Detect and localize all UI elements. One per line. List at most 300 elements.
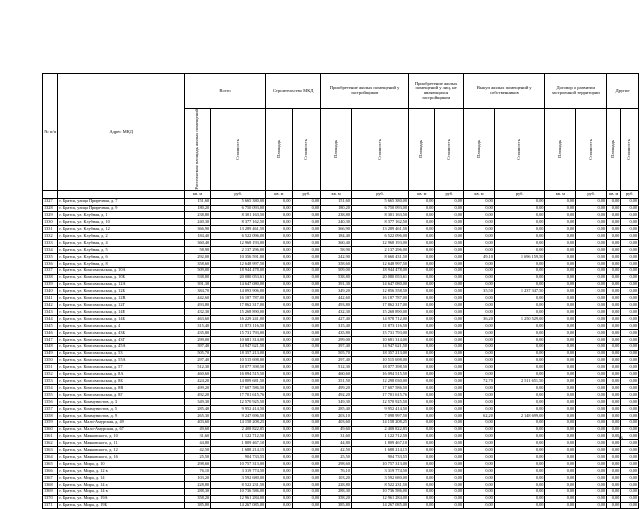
row-value: 0,00 <box>545 226 576 233</box>
row-value: 0,00 <box>464 267 495 274</box>
table-row <box>43 233 639 240</box>
row-value: 25,50 <box>184 454 210 461</box>
row-value: 0,00 <box>409 295 435 302</box>
row-number: 1359 <box>43 419 58 426</box>
unit-rub: руб. <box>211 190 266 198</box>
row-address: г. Братск, ул. Коммунистов, д. 5 <box>58 405 184 412</box>
row-value: 0,00 <box>607 433 621 440</box>
row-value: 0,00 <box>621 253 639 260</box>
row-value: 0,00 <box>621 295 639 302</box>
row-value: 0,00 <box>435 350 464 357</box>
row-number: 1367 <box>43 474 58 481</box>
row-value: 0,00 <box>545 467 576 474</box>
row-value: 0,00 <box>435 226 464 233</box>
row-value: 0,00 <box>607 309 621 316</box>
row-value: 11 873 116,50 <box>351 322 408 329</box>
row-value: 18 357 213,00 <box>211 350 266 357</box>
row-value: 0,00 <box>464 433 495 440</box>
table-row <box>43 274 639 281</box>
row-value: 0,00 <box>607 440 621 447</box>
row-value: 0,00 <box>494 385 545 392</box>
row-value: 0,00 <box>494 433 545 440</box>
row-value: 0,00 <box>494 461 545 468</box>
row-value: 15 268 890,00 <box>351 309 408 316</box>
row-value: 0,00 <box>494 405 545 412</box>
row-value: 0,00 <box>576 385 607 392</box>
row-value: 0,00 <box>266 295 292 302</box>
row-value: 0,00 <box>607 343 621 350</box>
row-value: 0,00 <box>576 295 607 302</box>
row-value: 358,60 <box>184 260 210 267</box>
row-value: 0,00 <box>409 226 435 233</box>
unit-rub: руб. <box>494 190 545 198</box>
row-value: 0,00 <box>266 309 292 316</box>
row-value: 0,00 <box>409 357 435 364</box>
row-value: 6 522 096,00 <box>211 233 266 240</box>
row-value: 0,00 <box>494 419 545 426</box>
row-value: 0,00 <box>576 440 607 447</box>
row-value: 0,00 <box>435 474 464 481</box>
row-value: 0,00 <box>435 322 464 329</box>
row-value: 0,00 <box>576 378 607 385</box>
row-value: 0,00 <box>621 219 639 226</box>
row-value: 0,00 <box>266 454 292 461</box>
row-value: 0,00 <box>266 385 292 392</box>
row-value: 385,80 <box>184 502 210 509</box>
row-value: 349,30 <box>321 398 352 405</box>
row-value: 424,20 <box>184 378 210 385</box>
row-value: 18 077 398,50 <box>211 364 266 371</box>
row-value: 0,00 <box>435 495 464 502</box>
row-value: 0,00 <box>435 502 464 509</box>
row-value: 0,00 <box>545 495 576 502</box>
row-value: 0,00 <box>292 274 321 281</box>
row-value: 0,00 <box>607 350 621 357</box>
row-value: 3 319 774,50 <box>211 467 266 474</box>
row-value: 0,00 <box>409 461 435 468</box>
row-value: 904 733,55 <box>351 454 408 461</box>
row-number: 1330 <box>43 219 58 226</box>
row-value: 6 522 096,00 <box>351 233 408 240</box>
row-number: 1354 <box>43 385 58 392</box>
row-value: 12 856 558,50 <box>351 288 408 295</box>
row-value: 0,00 <box>576 226 607 233</box>
row-value: 0,00 <box>435 329 464 336</box>
table-row <box>43 253 639 260</box>
row-value: 0,00 <box>266 433 292 440</box>
row-value: 1 809 467,10 <box>211 440 266 447</box>
row-number: 1339 <box>43 281 58 288</box>
row-value: 0,00 <box>292 288 321 295</box>
row-value: 13 289 461,50 <box>351 226 408 233</box>
row-value: 0,00 <box>409 371 435 378</box>
row-address: г. Братск, ул. Комсомольская, д. 8А <box>58 371 184 378</box>
row-value: 0,00 <box>576 288 607 295</box>
row-value: 0,00 <box>435 426 464 433</box>
table-row <box>43 419 639 426</box>
subheader-area: Площадь <box>409 109 435 191</box>
row-value: 0,00 <box>545 405 576 412</box>
row-value: 0,00 <box>464 205 495 212</box>
row-address: г. Братск, ул. Комсомольская, д. 12А <box>58 281 184 288</box>
row-value: 0,00 <box>409 302 435 309</box>
row-value: 384,70 <box>184 288 210 295</box>
row-number: 1366 <box>43 467 58 474</box>
row-value: 42,50 <box>321 447 352 454</box>
row-value: 0,00 <box>621 302 639 309</box>
row-value: 1 688 214,15 <box>211 447 266 454</box>
row-value: 0,00 <box>464 329 495 336</box>
row-number: 1362 <box>43 440 58 447</box>
row-address: г. Братск, ул. Клубная, д. 5 <box>58 246 184 253</box>
row-value: 0,00 <box>435 205 464 212</box>
row-value: 10 356 591,00 <box>211 253 266 260</box>
table-row <box>43 226 639 233</box>
row-value: 0,00 <box>607 412 621 419</box>
row-address: г. Братск, ул. Маяковского, д. 10 <box>58 433 184 440</box>
row-value: 76,10 <box>184 467 210 474</box>
row-value: 0,00 <box>576 419 607 426</box>
row-value: 0,00 <box>607 260 621 267</box>
row-value: 0,00 <box>292 302 321 309</box>
row-value: 0,00 <box>621 233 639 240</box>
row-value: 505,70 <box>321 350 352 357</box>
row-value: 0,00 <box>464 233 495 240</box>
row-address: г. Братск, ул. Комсомольская, д. 8Б <box>58 378 184 385</box>
row-address: г. Братск, ул. Комсомольская, д. 57 <box>58 364 184 371</box>
subheader-cost: Стоимость <box>435 109 464 191</box>
page-number: 16 <box>618 437 623 442</box>
row-address: г. Братск, улица Приречная, д. 9 <box>58 205 184 212</box>
row-value: 0,00 <box>435 219 464 226</box>
row-value: 292,00 <box>184 253 210 260</box>
row-value: 44,80 <box>321 440 352 447</box>
row-value: 0,00 <box>435 316 464 323</box>
row-value: 14 647 080,00 <box>211 281 266 288</box>
row-value: 13 289 461,50 <box>211 226 266 233</box>
row-value: 435,80 <box>184 329 210 336</box>
row-value: 0,00 <box>545 398 576 405</box>
row-value: 0,00 <box>494 364 545 371</box>
row-value: 0,00 <box>266 205 292 212</box>
row-value: 0,00 <box>494 267 545 274</box>
row-value: 10 515 698,00 <box>211 357 266 364</box>
row-value: 151,60 <box>321 198 352 205</box>
row-value: 0,00 <box>607 405 621 412</box>
row-value: 0,00 <box>409 246 435 253</box>
row-address: г. Братск, ул. Комсомольская, д. 43Г <box>58 336 184 343</box>
row-value: 0,00 <box>607 302 621 309</box>
row-value: 0,00 <box>292 205 321 212</box>
row-value: 0,00 <box>576 281 607 288</box>
row-value: 0,00 <box>292 322 321 329</box>
row-number: 1332 <box>43 233 58 240</box>
row-value: 0,00 <box>464 274 495 281</box>
row-value: 366,90 <box>321 226 352 233</box>
row-value: 12 570 925,50 <box>351 398 408 405</box>
row-value: 0,00 <box>292 488 321 495</box>
row-value: 0,00 <box>576 447 607 454</box>
row-value: 285,40 <box>184 405 210 412</box>
row-value: 0,00 <box>607 461 621 468</box>
row-value: 349,20 <box>321 288 352 295</box>
row-value: 0,00 <box>494 260 545 267</box>
row-value: 432,30 <box>184 309 210 316</box>
row-value: 0,00 <box>607 219 621 226</box>
row-value: 512,30 <box>184 364 210 371</box>
row-value: 538,80 <box>321 274 352 281</box>
row-value: 0,00 <box>576 412 607 419</box>
row-number: 1342 <box>43 302 58 309</box>
row-value: 0,00 <box>545 419 576 426</box>
row-address: г. Братск, ул. Мира, д. 10 <box>58 461 184 468</box>
row-value: 10 757 313,00 <box>211 461 266 468</box>
row-value: 2 137 296,00 <box>351 246 408 253</box>
row-value: 0,00 <box>494 309 545 316</box>
row-value: 0,00 <box>464 226 495 233</box>
row-value: 18 944 478,00 <box>351 267 408 274</box>
row-value: 12 961 284,00 <box>211 495 266 502</box>
row-value: 0,00 <box>435 481 464 488</box>
row-value: 17 701 615,76 <box>211 392 266 399</box>
row-value: 0,00 <box>545 433 576 440</box>
table-row <box>43 343 639 350</box>
row-value: 358,20 <box>321 495 352 502</box>
row-value: 0,00 <box>435 295 464 302</box>
row-value: 0,00 <box>435 357 464 364</box>
row-value: 0,00 <box>435 440 464 447</box>
row-value: 435,80 <box>321 329 352 336</box>
row-value: 0,00 <box>576 316 607 323</box>
row-value: 0,00 <box>464 295 495 302</box>
row-value: 0,00 <box>292 357 321 364</box>
row-value: 9 247 696,50 <box>211 412 266 419</box>
table-row <box>43 440 639 447</box>
row-value: 0,00 <box>494 467 545 474</box>
row-value: 0,00 <box>292 467 321 474</box>
row-value: 0,00 <box>409 336 435 343</box>
row-value: 0,00 <box>292 474 321 481</box>
header-territory: Договор о развитии застроенной территории <box>545 74 607 109</box>
row-value: 1 122 712,50 <box>211 433 266 440</box>
row-value: 0,00 <box>545 302 576 309</box>
row-value: 0,00 <box>435 212 464 219</box>
row-value: 25,50 <box>321 454 352 461</box>
row-address: г. Братск, ул. Мало-Амурская, д. 49 <box>58 419 184 426</box>
row-value: 0,00 <box>607 481 621 488</box>
row-number: 1344 <box>43 316 58 323</box>
row-value: 0,00 <box>266 405 292 412</box>
row-value: 0,00 <box>607 336 621 343</box>
row-value: 0,00 <box>409 240 435 247</box>
row-value: 0,00 <box>266 288 292 295</box>
row-value: 0,00 <box>607 385 621 392</box>
table-row <box>43 398 639 405</box>
row-value: 12 648 997,50 <box>351 260 408 267</box>
row-value: 0,00 <box>266 378 292 385</box>
row-value: 0,00 <box>621 316 639 323</box>
row-value: 0,00 <box>435 198 464 205</box>
table-row <box>43 467 639 474</box>
row-address: г. Братск, ул. Маяковского, д. 12 <box>58 447 184 454</box>
row-value: 0,00 <box>494 198 545 205</box>
row-value: 0,00 <box>607 447 621 454</box>
row-value: 0,00 <box>266 240 292 247</box>
row-address: г. Братск, улица Приречная, д. 7 <box>58 198 184 205</box>
row-value: 499,20 <box>184 385 210 392</box>
row-value: 0,00 <box>266 350 292 357</box>
row-value: 0,00 <box>292 198 321 205</box>
row-value: 297,40 <box>184 357 210 364</box>
table-row <box>43 357 639 364</box>
row-value: 238,80 <box>184 212 210 219</box>
row-address: г. Братск, ул. Коммунистов, д. 9 <box>58 412 184 419</box>
row-value: 0,00 <box>435 343 464 350</box>
row-value: 0,00 <box>494 447 545 454</box>
row-value: 285,40 <box>321 405 352 412</box>
row-value: 0,00 <box>621 419 639 426</box>
row-number: 1334 <box>43 246 58 253</box>
row-value: 0,00 <box>545 371 576 378</box>
table-row <box>43 412 639 419</box>
row-value: 0,00 <box>435 392 464 399</box>
table-row <box>43 316 639 323</box>
row-value: 0,00 <box>621 481 639 488</box>
row-value: 0,00 <box>494 440 545 447</box>
row-value: 0,00 <box>494 233 545 240</box>
row-value: 0,00 <box>621 488 639 495</box>
row-value: 14 947 621,50 <box>211 343 266 350</box>
row-value: 0,00 <box>576 467 607 474</box>
row-address: г. Братск, ул. Комсомольская, д. 12Г <box>58 302 184 309</box>
row-value: 0,00 <box>435 246 464 253</box>
row-address: г. Братск, ул. Мира, д. 19Б <box>58 502 184 509</box>
row-value: 0,00 <box>494 357 545 364</box>
row-value: 0,00 <box>464 309 495 316</box>
row-value: 0,00 <box>409 398 435 405</box>
row-value: 0,00 <box>545 219 576 226</box>
row-value: 0,00 <box>545 329 576 336</box>
row-value: 0,00 <box>266 226 292 233</box>
row-value: 463,60 <box>184 316 210 323</box>
row-value: 16 094 515,50 <box>211 371 266 378</box>
resettlement-table <box>42 73 639 509</box>
row-value: 0,00 <box>266 233 292 240</box>
row-value: 299,00 <box>321 336 352 343</box>
row-value: 0,00 <box>576 267 607 274</box>
table-row <box>43 385 639 392</box>
row-value: 18 944 478,00 <box>211 267 266 274</box>
row-value: 0,00 <box>494 205 545 212</box>
row-number: 1327 <box>43 198 58 205</box>
row-value: 0,00 <box>409 433 435 440</box>
row-value: 0,00 <box>292 378 321 385</box>
row-value: 0,00 <box>545 322 576 329</box>
row-value: 509,00 <box>321 267 352 274</box>
row-value: 3 592 680,00 <box>211 474 266 481</box>
row-value: 0,00 <box>545 267 576 274</box>
row-value: 0,00 <box>464 385 495 392</box>
row-value: 49,60 <box>321 426 352 433</box>
row-value: 0,00 <box>292 260 321 267</box>
row-value: 180,20 <box>184 205 210 212</box>
row-value: 0,00 <box>464 198 495 205</box>
row-value: 0,00 <box>494 474 545 481</box>
row-value: 0,00 <box>621 371 639 378</box>
row-value: 0,00 <box>576 461 607 468</box>
row-value: 0,00 <box>409 322 435 329</box>
row-value: 0,00 <box>409 260 435 267</box>
row-value: 0,00 <box>292 233 321 240</box>
row-address: г. Братск, ул. Комсомольская, д. 45А <box>58 343 184 350</box>
row-value: 0,00 <box>494 454 545 461</box>
row-value: 0,00 <box>621 246 639 253</box>
row-value: 58,90 <box>184 246 210 253</box>
row-value: 0,00 <box>464 260 495 267</box>
row-value: 0,00 <box>607 274 621 281</box>
row-value: 0,00 <box>607 246 621 253</box>
row-value: 0,00 <box>621 392 639 399</box>
row-value: 0,00 <box>292 316 321 323</box>
row-value: 0,00 <box>266 371 292 378</box>
row-number: 1350 <box>43 357 58 364</box>
table-row <box>43 336 639 343</box>
row-value: 0,00 <box>409 274 435 281</box>
row-value: 0,00 <box>266 461 292 468</box>
row-number: 1337 <box>43 267 58 274</box>
row-address: г. Братск, ул. Клубная, д. 10 <box>58 219 184 226</box>
row-value: 0,00 <box>545 316 576 323</box>
row-value: 16 187 787,00 <box>211 295 266 302</box>
row-value: 8 377 162,50 <box>211 219 266 226</box>
row-value: 0,00 <box>266 364 292 371</box>
row-value: 315,40 <box>184 322 210 329</box>
row-value: 8 301 163,50 <box>211 212 266 219</box>
row-value: 8 522 231,50 <box>351 481 408 488</box>
row-value: 31,60 <box>321 433 352 440</box>
subheader-area: Площадь <box>321 109 352 191</box>
row-value: 0,00 <box>435 412 464 419</box>
row-value: 0,00 <box>435 281 464 288</box>
row-value: 0,00 <box>621 467 639 474</box>
row-value: 0,00 <box>409 316 435 323</box>
row-value: 0,00 <box>545 385 576 392</box>
row-address: г. Братск, ул. Мира, д. 14 <box>58 474 184 481</box>
row-value: 0,00 <box>266 336 292 343</box>
row-value: 493,80 <box>321 302 352 309</box>
row-value: 6 750 093,00 <box>351 205 408 212</box>
row-value: 18 077 398,50 <box>351 364 408 371</box>
row-address: г. Братск, ул. Клубная, д. 4 <box>58 240 184 247</box>
row-value: 0,00 <box>464 364 495 371</box>
row-value: 0,00 <box>464 212 495 219</box>
subheader-area-total: Расселяемая площадь жилых помещений <box>184 109 210 191</box>
row-value: 0,00 <box>409 281 435 288</box>
row-number: 1329 <box>43 212 58 219</box>
row-value: 0,00 <box>409 392 435 399</box>
row-value: 0,00 <box>545 212 576 219</box>
row-value: 17 701 615,76 <box>351 392 408 399</box>
row-value: 0,00 <box>576 392 607 399</box>
table-row <box>43 212 639 219</box>
row-value: 36,20 <box>464 316 495 323</box>
row-address: г. Братск, ул. Комсомольская, д. 12В <box>58 295 184 302</box>
row-address: г. Братск, ул. Клубная, д. 2 <box>58 233 184 240</box>
row-value: 265,30 <box>184 412 210 419</box>
row-value: 0,00 <box>621 322 639 329</box>
row-value: 10 681 314,00 <box>211 336 266 343</box>
row-value: 0,00 <box>545 488 576 495</box>
